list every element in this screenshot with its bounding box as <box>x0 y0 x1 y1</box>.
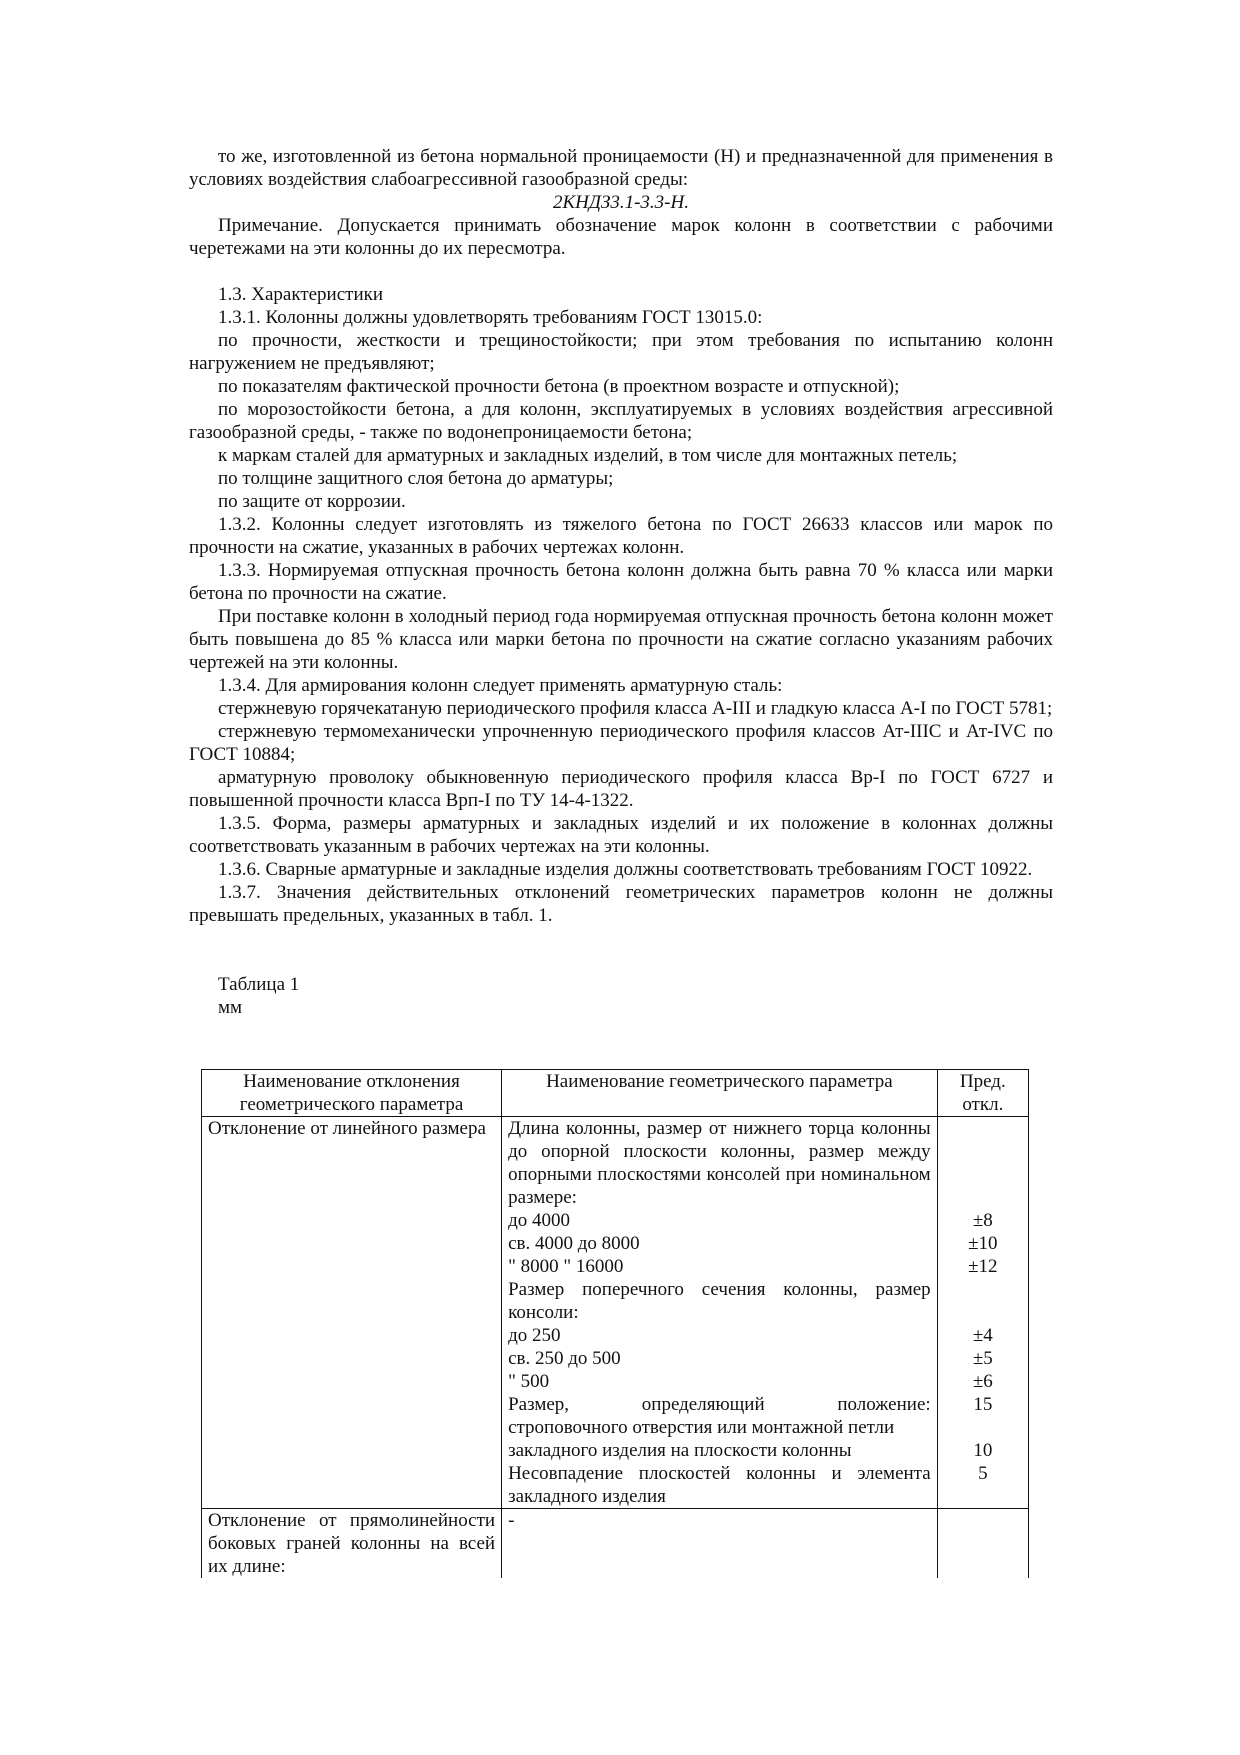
paragraph: по защите от коррозии. <box>218 491 406 512</box>
table-header-row <box>202 1070 1029 1117</box>
header-parameter-name: Наименование геометрического параметра <box>502 1070 938 1117</box>
table-row <box>202 1117 1029 1509</box>
table-units: мм <box>218 997 243 1018</box>
parameter-line: св. 4000 до 8000 <box>508 1233 640 1254</box>
parameter-line: Размер поперечного сечения колонны, размер консоли: <box>508 1279 931 1323</box>
paragraph: 1.3.1. Колонны должны удовлетворять требованиям ГОСТ 13015.0: <box>218 307 763 328</box>
paragraph: 1.3.2. Колонны следует изготовлять из тяжелого бетона по ГОСТ 26633 классов или марок по прочности на сжатие, указанных в рабочих чертежах колонн. <box>189 514 1053 558</box>
parameter-line: Размер, определяющий положение: <box>508 1394 931 1415</box>
paragraph: к маркам сталей для арматурных и закладных изделий, в том числе для монтажных петель; <box>218 445 958 466</box>
limit-value: ±6 <box>972 1371 993 1392</box>
parameter-line: Несовпадение плоскостей колонны и элемента закладного изделия <box>508 1463 931 1507</box>
document-body <box>189 145 1053 1019</box>
parameter-line: строповочного отверстия или монтажной петли <box>508 1417 895 1438</box>
parameter-line: " 8000 " 16000 <box>508 1256 624 1277</box>
parameter-cell: - <box>502 1509 938 1579</box>
note-paragraph: Примечание. Допускается принимать обозначение марок колонн в соответствии с рабочими черетежами на эти колонны до их пересмотра. <box>189 215 1053 259</box>
paragraph: 1.3.6. Сварные арматурные и закладные изделия должны соответствовать требованиям ГОСТ 10922. <box>218 859 1033 880</box>
limit-value: ±4 <box>972 1325 993 1346</box>
paragraph: 1.3.5. Форма, размеры арматурных и закладных изделий и их положение в колоннах должны соответствовать указанным в рабочих чертежах на эти колонны. <box>189 813 1053 857</box>
limit-value: 15 <box>973 1394 993 1415</box>
paragraph: по толщине защитного слоя бетона до арматуры; <box>218 468 614 489</box>
deviation-name-cell: Отклонение от линейного размера <box>202 1117 502 1509</box>
limit-value: 5 <box>978 1463 988 1484</box>
limit-value <box>944 1278 1022 1301</box>
limit-value <box>944 1416 1022 1439</box>
paragraph: арматурную проволоку обыкновенную периодического профиля класса Вр-I по ГОСТ 6727 и повышенной прочности класса Врп-I по ТУ 14-4-1322. <box>189 767 1053 811</box>
header-deviation-name: Наименование отклонения геометрического параметра <box>202 1070 502 1117</box>
section-heading: 1.3. Характеристики <box>218 284 384 305</box>
header-limit-deviation: Пред. откл. <box>937 1070 1028 1117</box>
paragraph: по показателям фактической прочности бетона (в проектном возрасте и отпускной); <box>218 376 900 397</box>
limit-value: ±5 <box>972 1348 993 1369</box>
limit-cell <box>937 1509 1028 1579</box>
column-designation: 2КНДЗ3.1-3.3-Н. <box>553 192 689 213</box>
parameter-cell <box>502 1117 938 1509</box>
table-caption: Таблица 1 <box>218 974 300 995</box>
paragraph: стержневую термомеханически упрочненную периодического профиля классов Ат-IIIС и Ат-IVС по ГОСТ 10884; <box>189 721 1053 765</box>
table-row <box>202 1509 1029 1579</box>
limit-value: 10 <box>973 1440 993 1461</box>
limit-value: ±10 <box>968 1233 998 1254</box>
paragraph: стержневую горячекатаную периодического профиля класса А-III и гладкую класса А-I по ГОСТ 5781; <box>218 698 1053 719</box>
paragraph: При поставке колонн в холодный период года нормируемая отпускная прочность бетона колонн может быть повышена до 85 % класса или марки бетона по прочности на сжатие согласно указаниям рабочих чертежей на эти колонны. <box>189 606 1053 673</box>
limit-cell <box>937 1117 1028 1509</box>
parameter-line: " 500 <box>508 1371 550 1392</box>
limit-value: ±12 <box>968 1256 998 1277</box>
parameter-line: закладного изделия на плоскости колонны <box>508 1440 852 1461</box>
limit-value: ±8 <box>972 1210 993 1231</box>
paragraph: то же, изготовленной из бетона нормальной проницаемости (Н) и предназначенной для применения в условиях воздействия слабоагрессивной газообразной среды: <box>189 146 1053 190</box>
paragraph: по морозостойкости бетона, а для колонн, эксплуатируемых в условиях воздействия агрессивной газообразной среды, - также по водонепроницаемости бетона; <box>189 399 1053 443</box>
paragraph: 1.3.4. Для армирования колонн следует применять арматурную сталь: <box>218 675 783 696</box>
parameter-line: Длина колонны, размер от нижнего торца колонны до опорной плоскости колонны, размер между опорными плоскостями консолей при номинальном размере: <box>508 1118 931 1208</box>
parameter-line: св. 250 до 500 <box>508 1348 621 1369</box>
paragraph: 1.3.3. Нормируемая отпускная прочность бетона колонн должна быть равна 70 % класса или марки бетона по прочности на сжатие. <box>189 560 1053 604</box>
parameter-line: до 250 <box>508 1325 561 1346</box>
limit-value <box>944 1117 1022 1140</box>
tolerance-table <box>201 1069 1029 1578</box>
paragraph: по прочности, жесткости и трещиностойкости; при этом требования по испытанию колонн нагружением не предъявляют; <box>189 330 1053 374</box>
parameter-line: до 4000 <box>508 1210 570 1231</box>
deviation-name-cell: Отклонение от прямолинейности боковых граней колонны на всей их длине: <box>202 1509 502 1579</box>
paragraph: 1.3.7. Значения действительных отклонений геометрических параметров колонн не должны превышать предельных, указанных в табл. 1. <box>189 882 1053 926</box>
